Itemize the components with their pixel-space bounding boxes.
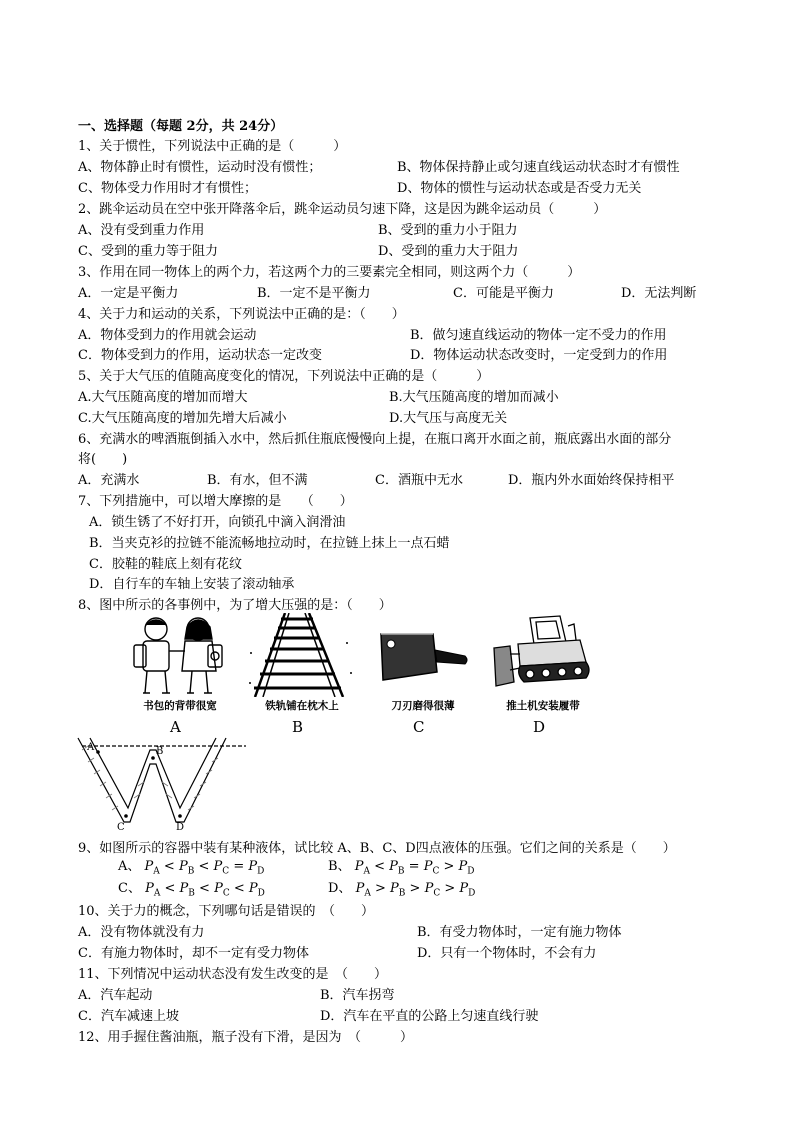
q1-option-a: A、物体静止时有惯性，运动时没有惯性； bbox=[78, 160, 322, 175]
q2-option-c: C、受到的重力等于阻力 bbox=[78, 244, 218, 259]
relation: < bbox=[233, 881, 245, 896]
p-symbol: P bbox=[248, 881, 258, 896]
q4-option-b: B．做匀速直线运动的物体一定不受力的作用 bbox=[410, 328, 667, 343]
relation: > bbox=[409, 881, 421, 896]
q5-option-c: C.大气压随高度的增加先增大后减小 bbox=[78, 411, 287, 426]
container-label-d: D bbox=[176, 822, 185, 833]
q7-stem: 7、下列措施中，可以增大摩擦的是 （ ） bbox=[78, 494, 353, 509]
q8-letter-d: D bbox=[533, 718, 546, 736]
sub-d: D bbox=[467, 866, 475, 877]
q8-caption-a: 书包的背带很宽 bbox=[143, 700, 217, 712]
sub-a: A bbox=[153, 888, 161, 899]
sub-b: B bbox=[398, 888, 406, 899]
q6-option-b: B．有水，但不满 bbox=[207, 473, 308, 488]
q6-option-d: D．瓶内外水面始终保持相平 bbox=[508, 473, 675, 488]
q7-option-d: D．自行车的车轴上安装了滚动轴承 bbox=[89, 577, 295, 592]
relation: = bbox=[233, 859, 245, 874]
q8-caption-b: 铁轨铺在枕木上 bbox=[265, 700, 339, 712]
relation: < bbox=[374, 859, 385, 874]
sub-b: B bbox=[397, 866, 405, 877]
q8-caption-c: 刀刃磨得很薄 bbox=[391, 700, 455, 712]
section-title: 一、选择题（每题 2分，共 24分） bbox=[78, 119, 284, 134]
q9-option-d bbox=[328, 880, 475, 903]
sub-d: D bbox=[257, 888, 265, 899]
p-symbol: P bbox=[389, 859, 398, 874]
q10-option-c: C．有施力物体时，却不一定有受力物体 bbox=[78, 946, 309, 961]
q11-option-c: C．汽车减速上坡 bbox=[78, 1009, 179, 1024]
sub-c: C bbox=[432, 866, 440, 877]
p-symbol: P bbox=[248, 859, 258, 874]
q3-option-b: B．一定不是平衡力 bbox=[257, 286, 371, 301]
q4-option-d: D．物体运动状态改变时，一定受到力的作用 bbox=[410, 348, 668, 363]
q4-option-a: A．物体受到力的作用就会运动 bbox=[78, 328, 257, 343]
p-symbol: P bbox=[458, 859, 468, 874]
q10-option-d: D．只有一个物体时，不会有力 bbox=[417, 946, 597, 961]
q1-option-d: D、物体的惯性与运动状态或是否受力无关 bbox=[397, 181, 642, 196]
q9-stem: 9、如图所示的容器中装有某种液体，试比较 A、B、C、D四点液体的压强。它们之间的关系是（ ） bbox=[78, 841, 676, 856]
q9-option-c bbox=[118, 880, 265, 903]
q12-stem: 12、用手握住酱油瓶，瓶子没有下滑，是因为 （ ） bbox=[78, 1030, 414, 1045]
container-label-c: C bbox=[117, 822, 125, 833]
q5-option-d: D.大气压与高度无关 bbox=[389, 411, 508, 426]
q10-stem: 10、关于力的概念，下列哪句话是错误的 （ ） bbox=[78, 904, 375, 919]
q10-option-b: B．有受力物体时，一定有施力物体 bbox=[417, 925, 622, 940]
q9-option-d-label: D、 bbox=[328, 881, 352, 896]
q8-caption-d: 推土机安装履带 bbox=[506, 700, 580, 712]
q3-option-a: A．一定是平衡力 bbox=[78, 286, 179, 301]
q2-stem: 2、跳伞运动员在空中张开降落伞后，跳伞运动员匀速下降，这是因为跳伞运动员（ ） bbox=[78, 202, 607, 217]
q2-option-a: A、没有受到重力作用 bbox=[78, 223, 205, 238]
sub-d: D bbox=[468, 888, 476, 899]
q7-option-b: B．当夹克衫的拉链不能流畅地拉动时，在拉链上抹上一点石蜡 bbox=[89, 536, 450, 551]
q9-option-c-label: C、 bbox=[118, 881, 141, 896]
sub-c: C bbox=[222, 888, 230, 899]
q11-stem: 11、下列情况中运动状态没有发生改变的是 （ ） bbox=[78, 967, 388, 982]
sub-a: A bbox=[153, 866, 160, 877]
q8-letter-b: B bbox=[292, 718, 304, 736]
q1-option-b: B、物体保持静止或匀速直线运动状态时才有惯性 bbox=[397, 160, 680, 175]
q6-option-c: C．酒瓶中无水 bbox=[375, 473, 463, 488]
container-label-a: A bbox=[87, 742, 95, 753]
q2-option-d: D、受到的重力大于阻力 bbox=[378, 244, 519, 259]
sub-b: B bbox=[188, 888, 195, 899]
relation: < bbox=[198, 859, 210, 874]
relation: = bbox=[408, 859, 420, 874]
p-symbol: P bbox=[145, 881, 154, 896]
sub-d: D bbox=[257, 866, 265, 877]
relation: < bbox=[163, 859, 175, 874]
sub-b: B bbox=[187, 866, 195, 877]
q11-option-a: A．汽车起动 bbox=[78, 988, 153, 1003]
q1-stem: 1、关于惯性，下列说法中正确的是（ ） bbox=[78, 139, 347, 154]
q3-option-c: C．可能是平衡力 bbox=[453, 286, 554, 301]
q8-letter-c: C bbox=[413, 718, 425, 736]
relation: < bbox=[164, 881, 176, 896]
q3-option-d: D．无法判断 bbox=[621, 286, 697, 301]
q8-stem: 8、图中所示的各事例中，为了增大压强的是：（ ） bbox=[78, 598, 392, 613]
q9-option-a-label: A、 bbox=[118, 859, 141, 874]
p-symbol: P bbox=[213, 859, 223, 874]
p-symbol: P bbox=[423, 859, 433, 874]
p-symbol: P bbox=[355, 881, 365, 896]
sub-c: C bbox=[222, 866, 230, 877]
q5-option-a: A.大气压随高度的增加而增大 bbox=[78, 390, 248, 405]
cleaver-knife-picture bbox=[377, 628, 469, 688]
p-symbol: P bbox=[390, 881, 399, 896]
sub-c: C bbox=[433, 888, 441, 899]
q2-option-b: B、受到的重力小于阻力 bbox=[378, 223, 518, 238]
q9-option-b bbox=[328, 858, 475, 881]
q5-option-b: B.大气压随高度的增加而减小 bbox=[389, 390, 559, 405]
container-label-b: B bbox=[156, 746, 164, 757]
w-container-diagram bbox=[76, 736, 252, 832]
p-symbol: P bbox=[178, 859, 188, 874]
q5-stem: 5、关于大气压的值随高度变化的情况，下列说法中正确的是（ ） bbox=[78, 369, 490, 384]
q8-letter-a: A bbox=[170, 718, 181, 736]
p-symbol: P bbox=[214, 881, 223, 896]
q9-option-b-label: B、 bbox=[328, 859, 351, 874]
p-symbol: P bbox=[459, 881, 469, 896]
q4-option-c: C．物体受到力的作用，运动状态一定改变 bbox=[78, 348, 322, 363]
relation: > bbox=[443, 859, 455, 874]
q1-option-c: C、物体受力作用时才有惯性； bbox=[78, 181, 257, 196]
p-symbol: P bbox=[354, 859, 364, 874]
relation: < bbox=[199, 881, 210, 896]
q6-option-a: A．充满水 bbox=[78, 473, 140, 488]
bulldozer-picture bbox=[490, 612, 594, 690]
p-symbol: P bbox=[144, 859, 154, 874]
q10-option-a: A．没有物体就没有力 bbox=[78, 925, 205, 940]
sub-a: A bbox=[363, 866, 370, 877]
q7-option-c: C．胶鞋的鞋底上刻有花纹 bbox=[89, 557, 242, 572]
p-symbol: P bbox=[179, 881, 189, 896]
q3-stem: 3、作用在同一物体上的两个力，若这两个力的三要素完全相同，则这两个力（ ） bbox=[78, 265, 581, 280]
q6-stem-line1: 6、充满水的啤酒瓶倒插入水中，然后抓住瓶底慢慢向上提，在瓶口离开水面之前，瓶底露出水面的部分 bbox=[78, 432, 672, 447]
q6-stem-line2: 将( ) bbox=[78, 452, 128, 467]
q4-stem: 4、关于力和运动的关系，下列说法中正确的是：（ ） bbox=[78, 307, 405, 322]
q7-option-a: A．锁生锈了不好打开，向锁孔中滴入润滑油 bbox=[89, 515, 346, 530]
backpack-children-picture bbox=[130, 615, 230, 697]
q9-option-a bbox=[118, 858, 264, 881]
relation: > bbox=[444, 881, 456, 896]
p-symbol: P bbox=[424, 881, 434, 896]
relation: > bbox=[374, 881, 386, 896]
railway-track-picture bbox=[247, 613, 357, 697]
sub-a: A bbox=[364, 888, 371, 899]
q11-option-d: D．汽车在平直的公路上匀速直线行驶 bbox=[320, 1009, 539, 1024]
q11-option-b: B．汽车拐弯 bbox=[320, 988, 395, 1003]
